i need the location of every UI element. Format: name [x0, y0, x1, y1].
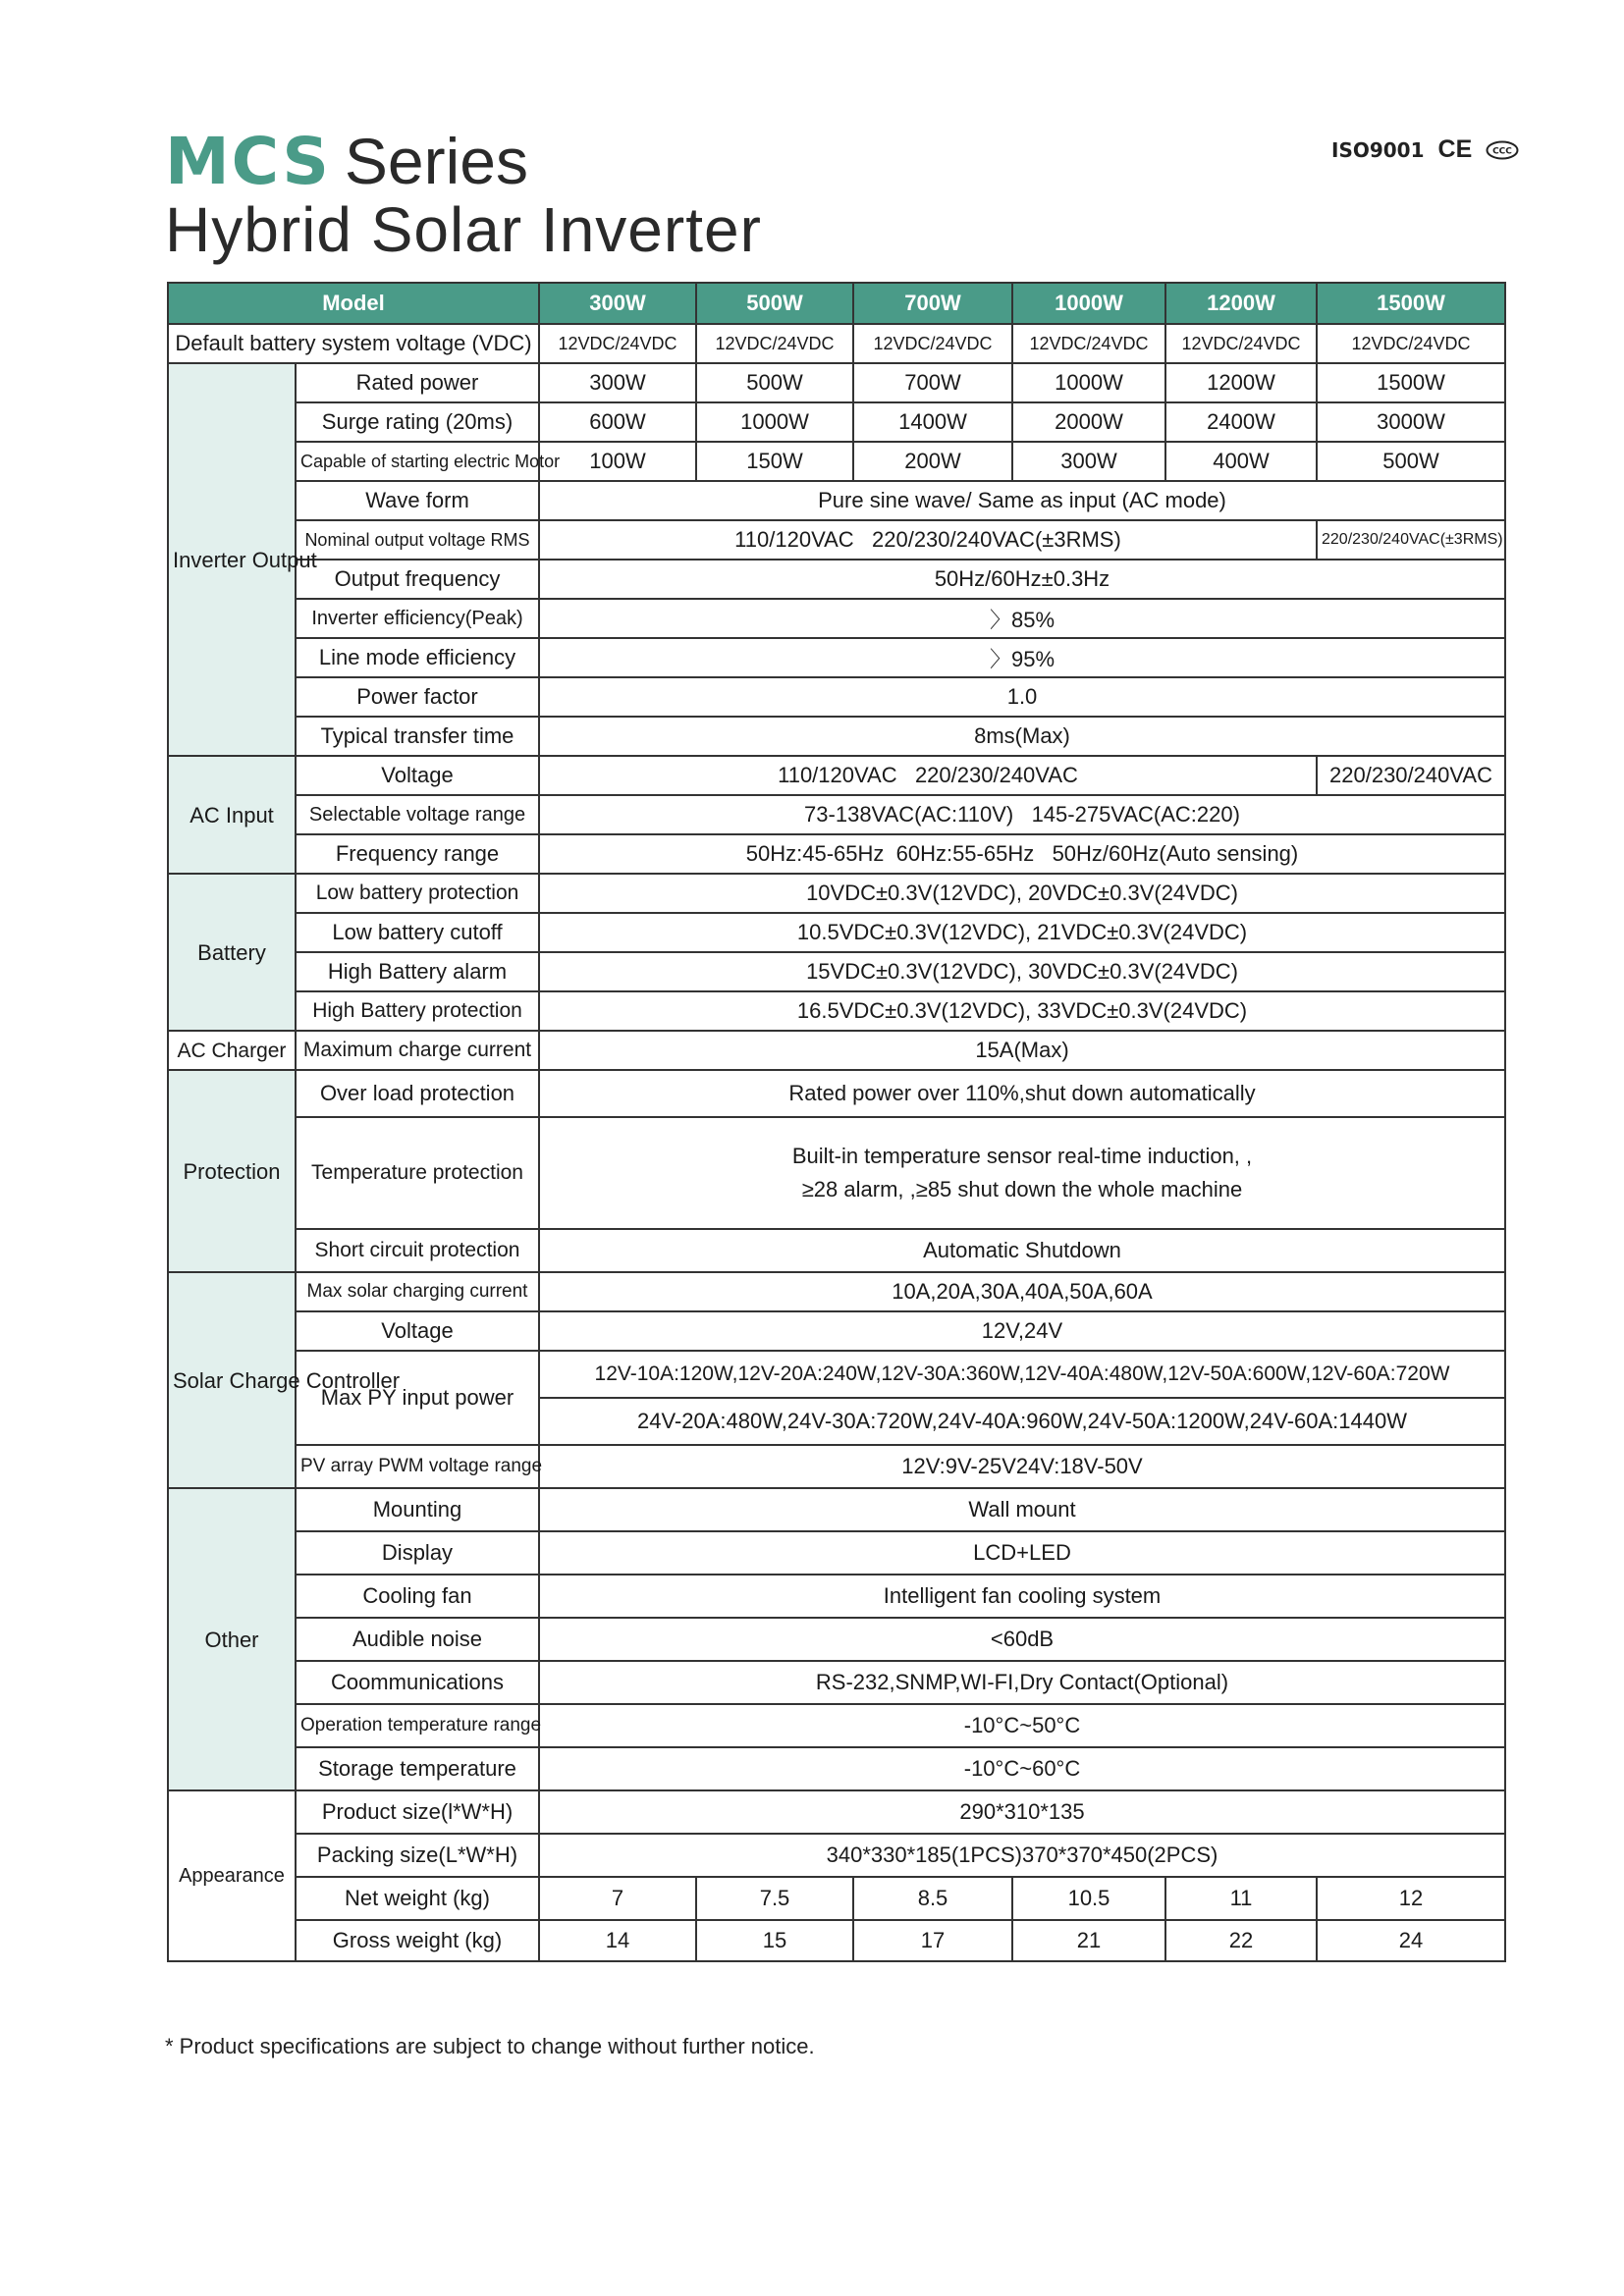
cell-value: 21 [1012, 1920, 1165, 1961]
cell-value: 1200W [1165, 363, 1317, 402]
table-row [168, 1031, 1505, 1070]
table-row [168, 363, 1505, 402]
model-header: Model [168, 283, 539, 324]
row-label: Product size(l*W*H) [296, 1790, 539, 1834]
row-label: Cooling fan [296, 1575, 539, 1618]
table-row [168, 1117, 1505, 1229]
cell-value: 15A(Max) [539, 1031, 1505, 1070]
row-label: Display [296, 1531, 539, 1575]
group-protection: Protection [168, 1070, 296, 1272]
table-row [168, 1618, 1505, 1661]
model-col-300w: 300W [539, 283, 696, 324]
row-label: Low battery cutoff [296, 913, 539, 952]
table-row [168, 1704, 1505, 1747]
model-col-700w: 700W [853, 283, 1012, 324]
cell-value: 500W [1317, 442, 1505, 481]
cell-value: 50Hz/60Hz±0.3Hz [539, 560, 1505, 599]
cell-value: 15VDC±0.3V(12VDC), 30VDC±0.3V(24VDC) [539, 952, 1505, 991]
row-label: Short circuit protection [296, 1229, 539, 1272]
row-label: Rated power [296, 363, 539, 402]
table-row [168, 442, 1505, 481]
group-ac-charger: AC Charger [168, 1031, 296, 1070]
row-label: Audible noise [296, 1618, 539, 1661]
cell-value: 220/230/240VAC(±3RMS) [1317, 520, 1505, 560]
row-label: Coommunications [296, 1661, 539, 1704]
row-label: Packing size(L*W*H) [296, 1834, 539, 1877]
table-row [168, 1877, 1505, 1920]
row-label: Selectable voltage range [296, 795, 539, 834]
row-label: Power factor [296, 677, 539, 717]
cell-value: LCD+LED [539, 1531, 1505, 1575]
cell-value: Pure sine wave/ Same as input (AC mode) [539, 481, 1505, 520]
cell-value: 600W [539, 402, 696, 442]
row-label: Net weight (kg) [296, 1877, 539, 1920]
row-label: Max solar charging current [296, 1272, 539, 1311]
table-row [168, 913, 1505, 952]
row-label: Max PY input power [296, 1351, 539, 1445]
cell-value: 15 [696, 1920, 853, 1961]
row-label: Inverter efficiency(Peak) [296, 599, 539, 638]
row-label: High Battery protection [296, 991, 539, 1031]
table-row [168, 834, 1505, 874]
row-label: Surge rating (20ms) [296, 402, 539, 442]
cell-value: 12V-10A:120W,12V-20A:240W,12V-30A:360W,12V-40A:480W,12V-50A:600W,12V-60A:720W [539, 1351, 1505, 1398]
cell-value: 22 [1165, 1920, 1317, 1961]
cell-value: 12VDC/24VDC [1165, 324, 1317, 363]
temp-protection-line-2: ≥28 alarm, ,≥85 shut down the whole machine [801, 1177, 1243, 1201]
table-row [168, 1790, 1505, 1834]
cell-value: 500W [696, 363, 853, 402]
cell-value: 8.5 [853, 1877, 1012, 1920]
svg-text:CCC: CCC [1492, 146, 1513, 156]
table-row [168, 952, 1505, 991]
cell-value: 100W [539, 442, 696, 481]
cell-value: 150W [696, 442, 853, 481]
cell-value: 11 [1165, 1877, 1317, 1920]
model-col-1000w: 1000W [1012, 283, 1165, 324]
table-row [168, 1661, 1505, 1704]
row-label: Wave form [296, 481, 539, 520]
table-row [168, 991, 1505, 1031]
table-row [168, 677, 1505, 717]
cell-value: 300W [1012, 442, 1165, 481]
row-label: PV array PWM voltage range [296, 1445, 539, 1488]
cell-value [539, 1117, 1505, 1229]
cell-value: 10VDC±0.3V(12VDC), 20VDC±0.3V(24VDC) [539, 874, 1505, 913]
table-row [168, 599, 1505, 638]
row-label: Low battery protection [296, 874, 539, 913]
group-inverter-output: Inverter Output [168, 363, 296, 756]
cell-value: 12 [1317, 1877, 1505, 1920]
iso-cert: ISO9001 [1331, 137, 1425, 162]
table-row [168, 1920, 1505, 1961]
cell-value: Rated power over 110%,shut down automatically [539, 1070, 1505, 1117]
cell-value: 〉95% [539, 638, 1505, 677]
cell-value: 290*310*135 [539, 1790, 1505, 1834]
cell-value: 12VDC/24VDC [853, 324, 1012, 363]
footnote: * Product specifications are subject to change without further notice. [165, 2034, 815, 2058]
row-label: Frequency range [296, 834, 539, 874]
certifications [1331, 135, 1519, 164]
cell-value: 1000W [1012, 363, 1165, 402]
table-row [168, 1070, 1505, 1117]
cell-value: 12V:9V-25V24V:18V-50V [539, 1445, 1505, 1488]
cell-value: Intelligent fan cooling system [539, 1575, 1505, 1618]
table-row [168, 756, 1505, 795]
cell-value: Wall mount [539, 1488, 1505, 1531]
cell-value: 12VDC/24VDC [1317, 324, 1505, 363]
table-row [168, 1229, 1505, 1272]
cell-value: 700W [853, 363, 1012, 402]
row-label: Output frequency [296, 560, 539, 599]
cell-value: 16.5VDC±0.3V(12VDC), 33VDC±0.3V(24VDC) [539, 991, 1505, 1031]
row-label: Gross weight (kg) [296, 1920, 539, 1961]
row-label: High Battery alarm [296, 952, 539, 991]
cell-value: 14 [539, 1920, 696, 1961]
cell-value: 7 [539, 1877, 696, 1920]
cell-value: 50Hz:45-65Hz 60Hz:55-65Hz 50Hz/60Hz(Auto sensing) [539, 834, 1505, 874]
cell-value: 24 [1317, 1920, 1505, 1961]
spec-table [167, 282, 1506, 1962]
row-label: Operation temperature range [296, 1704, 539, 1747]
table-row [168, 402, 1505, 442]
cell-value: 2000W [1012, 402, 1165, 442]
row-label: Mounting [296, 1488, 539, 1531]
cell-value: 〉85% [539, 599, 1505, 638]
row-label: Capable of starting electric Motor [296, 442, 539, 481]
series-label: Series [344, 125, 528, 197]
table-row [168, 1311, 1505, 1351]
row-label: Maximum charge current [296, 1031, 539, 1070]
model-col-1500w: 1500W [1317, 283, 1505, 324]
cell-value: -10°C~50°C [539, 1704, 1505, 1747]
cell-value: Automatic Shutdown [539, 1229, 1505, 1272]
table-row [168, 1575, 1505, 1618]
group-solar-charge-controller: Solar Charge Controller [168, 1272, 296, 1488]
cell-value: 2400W [1165, 402, 1317, 442]
group-battery: Battery [168, 874, 296, 1031]
table-row [168, 560, 1505, 599]
cell-value: 24V-20A:480W,24V-30A:720W,24V-40A:960W,24V-50A:1200W,24V-60A:1440W [539, 1398, 1505, 1445]
cell-value: 1500W [1317, 363, 1505, 402]
row-label: Storage temperature [296, 1747, 539, 1790]
table-row [168, 324, 1505, 363]
table-row [168, 520, 1505, 560]
cell-value: 12VDC/24VDC [696, 324, 853, 363]
page-title [165, 124, 762, 265]
table-row [168, 1445, 1505, 1488]
cell-value: 10A,20A,30A,40A,50A,60A [539, 1272, 1505, 1311]
cell-value: 17 [853, 1920, 1012, 1961]
cell-value: 400W [1165, 442, 1317, 481]
cell-value: 1000W [696, 402, 853, 442]
cell-value: 73-138VAC(AC:110V) 145-275VAC(AC:220) [539, 795, 1505, 834]
table-row [168, 1531, 1505, 1575]
cell-value: 1400W [853, 402, 1012, 442]
row-label: Nominal output voltage RMS [296, 520, 539, 560]
cell-value: -10°C~60°C [539, 1747, 1505, 1790]
cell-value: 300W [539, 363, 696, 402]
table-row [168, 638, 1505, 677]
brand-name: MCS [165, 124, 331, 199]
cell-value: 220/230/240VAC [1317, 756, 1505, 795]
row-label: Typical transfer time [296, 717, 539, 756]
table-row [168, 795, 1505, 834]
table-row [168, 481, 1505, 520]
row-label: Line mode efficiency [296, 638, 539, 677]
header-row [168, 283, 1505, 324]
table-row [168, 1272, 1505, 1311]
table-row [168, 1747, 1505, 1790]
cell-value: 12VDC/24VDC [539, 324, 696, 363]
cell-value: 8ms(Max) [539, 717, 1505, 756]
cell-value: 12VDC/24VDC [1012, 324, 1165, 363]
cell-value: 110/120VAC 220/230/240VAC(±3RMS) [539, 520, 1317, 560]
ce-mark: CE [1437, 135, 1473, 163]
group-other: Other [168, 1488, 296, 1790]
table-row [168, 1488, 1505, 1531]
cell-value: 1.0 [539, 677, 1505, 717]
title-line-1 [165, 126, 762, 197]
row-label: Temperature protection [296, 1117, 539, 1229]
temp-protection-line-1: Built-in temperature sensor real-time induction, , [791, 1144, 1253, 1168]
cell-value: 340*330*185(1PCS)370*370*450(2PCS) [539, 1834, 1505, 1877]
group-ac-input: AC Input [168, 756, 296, 874]
cell-value: 10.5 [1012, 1877, 1165, 1920]
cell-value: 10.5VDC±0.3V(12VDC), 21VDC±0.3V(24VDC) [539, 913, 1505, 952]
table-row [168, 1834, 1505, 1877]
row-label: Voltage [296, 756, 539, 795]
cell-value: 3000W [1317, 402, 1505, 442]
model-col-1200w: 1200W [1165, 283, 1317, 324]
model-col-500w: 500W [696, 283, 853, 324]
table-row [168, 717, 1505, 756]
cell-value: RS-232,SNMP,WI-FI,Dry Contact(Optional) [539, 1661, 1505, 1704]
row-label: Default battery system voltage (VDC) [168, 324, 539, 363]
cell-value: 110/120VAC 220/230/240VAC [539, 756, 1317, 795]
group-appearance: Appearance [168, 1790, 296, 1961]
row-label: Voltage [296, 1311, 539, 1351]
cell-value: 7.5 [696, 1877, 853, 1920]
product-subtitle: Hybrid Solar Inverter [165, 194, 762, 265]
ccc-mark-icon [1486, 140, 1519, 160]
row-label: Over load protection [296, 1070, 539, 1117]
cell-value: <60dB [539, 1618, 1505, 1661]
cell-value: 12V,24V [539, 1311, 1505, 1351]
cell-value: 200W [853, 442, 1012, 481]
table-row [168, 874, 1505, 913]
